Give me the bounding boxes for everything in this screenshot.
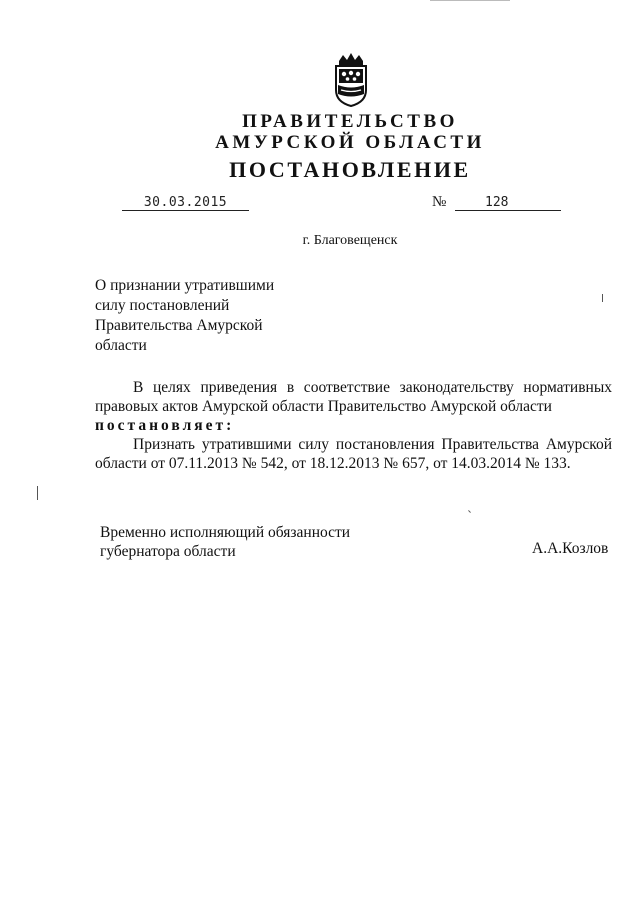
signatory-position-line: губернатора области bbox=[100, 543, 236, 560]
signatory-position-line: Временно исполняющий обязанности bbox=[100, 524, 351, 541]
subject-line: силу постановлений bbox=[95, 297, 230, 314]
document-date: 30.03.2015 bbox=[122, 195, 249, 211]
subject-line: области bbox=[95, 337, 147, 354]
city-label: г. Благовещенск bbox=[302, 233, 398, 248]
scan-mark bbox=[602, 294, 603, 302]
subject-line: О признании утратившими bbox=[95, 277, 275, 294]
subject-line: Правительства Амурской bbox=[95, 317, 263, 334]
body-line: области от 07.11.2013 № 542, от 18.12.2013 № 657, от 14.03.2014 № 133. bbox=[95, 455, 571, 472]
document-body bbox=[95, 378, 612, 473]
number-sign: № bbox=[432, 194, 447, 210]
organization-name-line1: ПРАВИТЕЛЬСТВО bbox=[242, 111, 458, 132]
document-number: 128 bbox=[455, 195, 561, 211]
body-line: Признать утратившими силу постановления Правительства Амурской bbox=[133, 436, 612, 453]
coat-of-arms-icon bbox=[328, 52, 374, 108]
scan-mark bbox=[430, 0, 510, 1]
scan-mark bbox=[468, 510, 471, 513]
signatory-position bbox=[100, 523, 360, 561]
document-type-title: ПОСТАНОВЛЕНИЕ bbox=[229, 157, 471, 182]
signatory-name: А.А.Козлов bbox=[532, 540, 609, 557]
scan-mark bbox=[37, 486, 38, 500]
document-subject bbox=[95, 276, 315, 356]
body-line: правовых актов Амурской области Правительство Амурской области bbox=[95, 398, 552, 415]
resolves-keyword: постановляет: bbox=[95, 417, 235, 434]
body-line: В целях приведения в соответствие законодательству нормативных bbox=[133, 379, 612, 396]
organization-name-line2: АМУРСКОЙ ОБЛАСТИ bbox=[215, 132, 485, 153]
